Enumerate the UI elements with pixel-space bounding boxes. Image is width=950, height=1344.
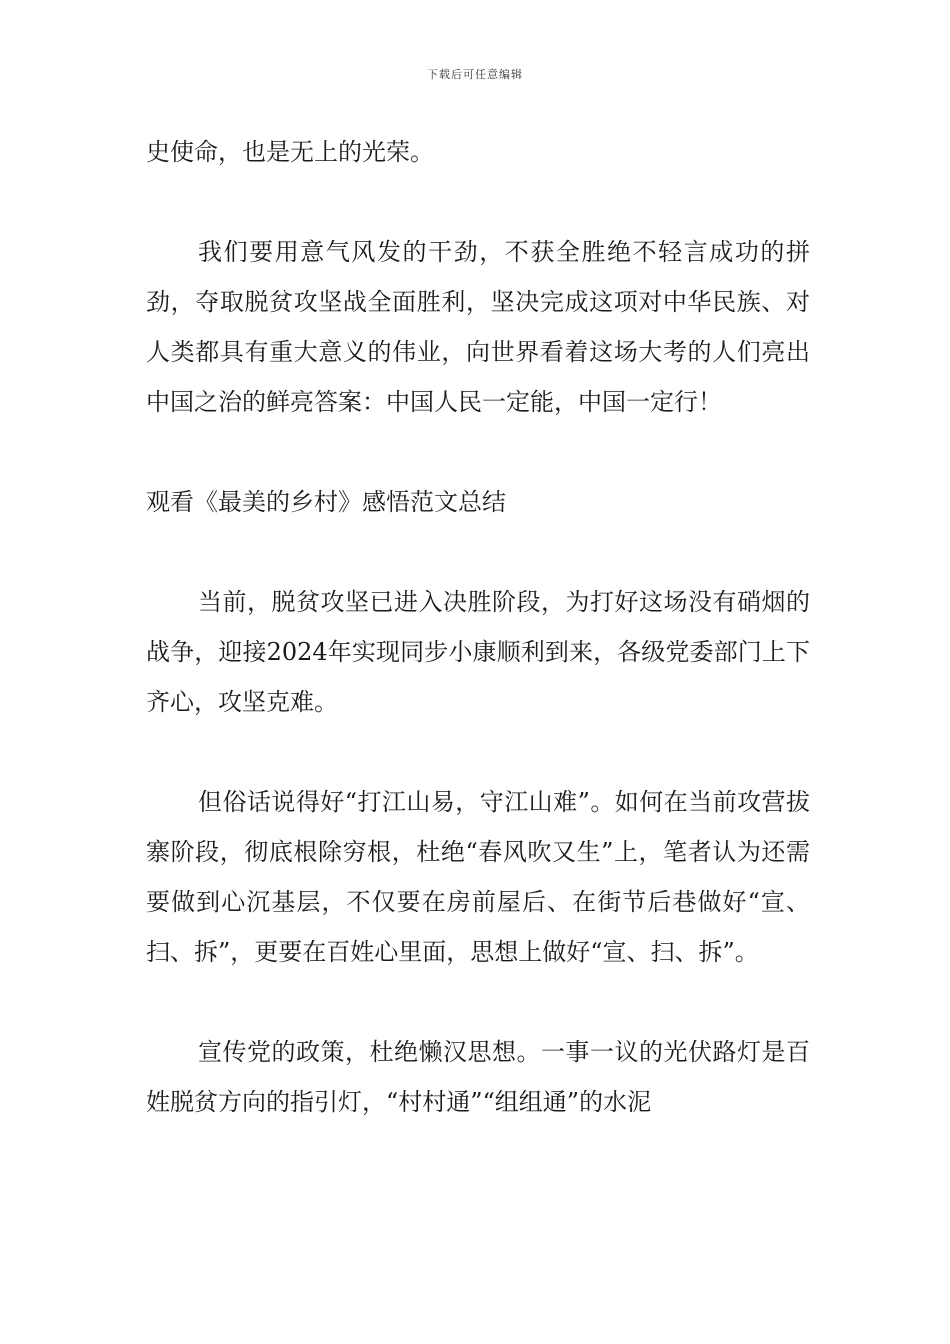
paragraph-continuation: 史使命，也是无上的光荣。 <box>146 138 434 166</box>
page-header-note: 下载后可任意编辑 <box>427 68 523 81</box>
paragraph-resolve: 我们要用意气风发的干劲，不获全胜绝不轻言成功的拼劲，夺取脱贫攻坚战全面胜利，坚决完成这项对中华民族、对人类都具有重大意义的伟业，向世界看着这场大考的人们亮出中国之治的鲜亮答案：中国人民一定能，中国一定行！ <box>146 238 810 416</box>
paragraph-spacer <box>146 727 810 777</box>
paragraph-spacer <box>146 527 810 577</box>
paragraph-policy: 宣传党的政策，杜绝懒汉思想。一事一议的光伏路灯是百姓脱贫方向的指引灯，“村村通”“组组通”的水泥 <box>146 1038 810 1116</box>
section-title: 观看《最美的乡村》感悟范文总结 <box>146 488 506 516</box>
paragraph-spacer <box>146 977 810 1027</box>
paragraph-spacer <box>146 177 810 227</box>
document-body <box>146 127 810 1127</box>
paragraph-saying: 但俗话说得好“打江山易，守江山难”。如何在当前攻营拔寨阶段，彻底根除穷根，杜绝“春风吹又生”上，笔者认为还需要做到心沉基层，不仅要在房前屋后、在街节后巷做好“宣、扫、拆”，更要在百姓心里面，思想上做好“宣、扫、拆”。 <box>146 788 810 966</box>
paragraph-spacer <box>146 427 810 477</box>
paragraph-current-stage: 当前，脱贫攻坚已进入决胜阶段，为打好这场没有硝烟的战争，迎接2024年实现同步小康顺利到来，各级党委部门上下齐心，攻坚克难。 <box>146 588 810 716</box>
